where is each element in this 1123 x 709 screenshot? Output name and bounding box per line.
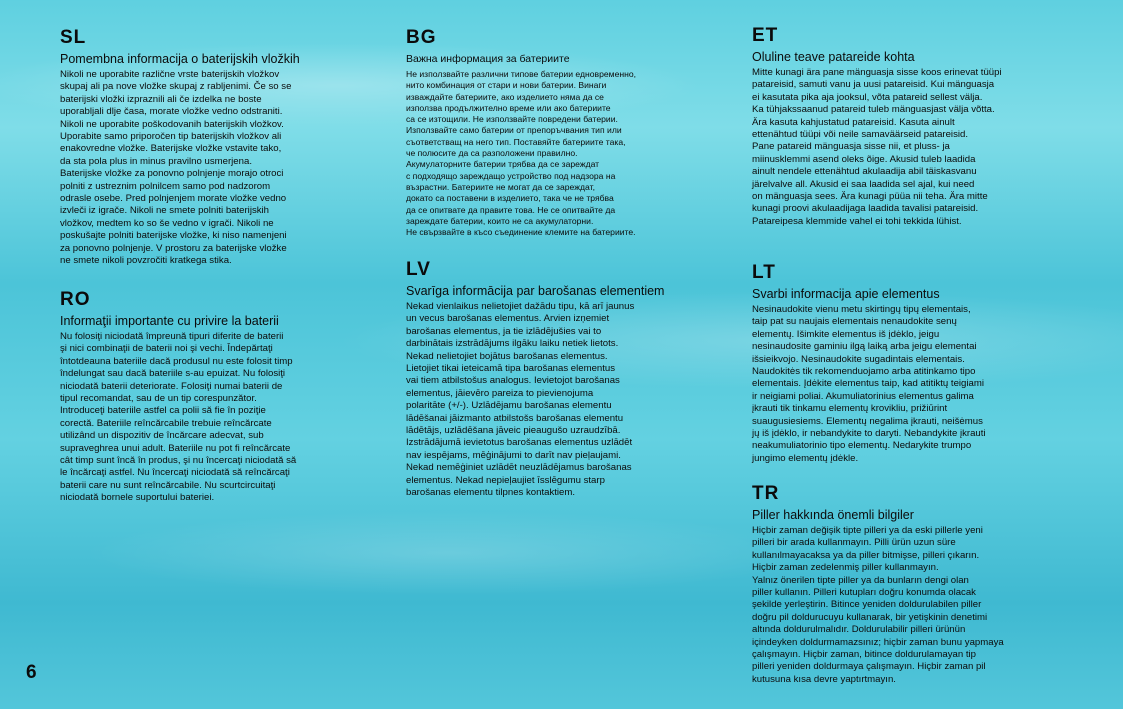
section-heading: Oluline teave patareide kohta <box>752 50 915 64</box>
section-code: BG <box>406 27 437 48</box>
section-body: Не използвайте различни типове батерии едновременно, нито комбинация от стари и нови батерии. Винаги изваждайте батериите, ако изделието няма да се използва продължително време или ако батериите са се изтощили. Не използвайте повредени батерии. Използвайте само батерии от препоръчвания тип или съответстващ на него тип. Поставяйте батериите така, че полюсите да са разположени правилно. Акумулаторните батерии трябва да се зареждат с подходящо зареждащо устройство под надзора на възрастни. Батериите не могат да се зареждат, докато са поставени в изделието, така че не трябва да се опитвате да правите това. Не се опитвайте да зареждате батерии, които не са акумулаторни. Не свързвайте в късо съединение клемите на батериите. <box>406 69 637 238</box>
section-code: TR <box>752 483 780 504</box>
section-code: ET <box>752 25 779 46</box>
section-tr <box>752 483 1092 686</box>
section-heading: Svarbi informacija apie elementus <box>752 287 940 301</box>
section-heading: Svarīga informācija par barošanas elementiem <box>406 284 665 298</box>
section-body: Mitte kunagi ära pane mänguasja sisse koos erinevat tüüpi patareisid, samuti vanu ja uusi patareisid. Kui mänguasja ei kasutata pika aja jooksul, võta patareid sellest välja. Ka tühjakssaanud patareid tuleb mänguasjast välja võtta. Ära kasuta kahjustatud patareisid. Kasuta ainult ettenähtud tüüpi või neile samaväärseid patareisid. Pane patareid mänguasja sisse nii, et pluss- ja miinusklemmi asend oleks õige. Akusid tuleb laadida ainult nendele ettenähtud akulaadija abil täiskasvanu järelvalve all. Akusid ei saa laadida sel ajal, kui need on mänguasja sees. Ära kunagi püüa nii teha. Ära mitte kunagi proovi akulaadijaga laadida tavalisi patareisid. Patareipesa klemmide vahel ei tohi tekkida lühist. <box>752 67 1002 227</box>
section-body: Nekad vienlaikus nelietojiet dažādu tipu, kā arī jaunus un vecus barošanas elementus. Arvien izņemiet barošanas elementus, ja tie izlādējušies vai to darbinātais izstrādājums ilgāku laiku netiek lietots. Nekad nelietojiet bojātus barošanas elementus. Lietojiet tikai ieteicamā tipa barošanas elementus vai tiem atbilstošus analogus. Ievietojot barošanas elementus, jāievēro pareiza to pievienojuma polaritāte (+/-). Uzlādējamu barošanas elementu lādēšanai jāizmanto atbilstošs barošanas elementu lādētājs, uzlādēšana jāveic pieaugušo uzraudzībā. Izstrādājumā ievietotus barošanas elementus uzlādēt nav iespējams, mēģinājumi to darīt nav pieļaujami. Nekad nemēģiniet uzlādēt neuzlādējamus barošanas elementus. Nekad nepieļaujiet īsslēgumu starp barošanas elementu tilpnes kontaktiem. <box>406 301 635 499</box>
section-code: LV <box>406 259 431 280</box>
section-et <box>752 25 1092 228</box>
section-code: LT <box>752 262 776 283</box>
section-lt <box>752 262 1092 465</box>
section-heading: Pomembna informacija o baterijskih vložkih <box>60 52 300 66</box>
section-heading: Informaţii importante cu privire la baterii <box>60 314 279 328</box>
page-number: 6 <box>26 662 37 683</box>
section-code: RO <box>60 289 91 310</box>
section-heading: Важна информация за батериите <box>406 53 570 65</box>
section-body: Hiçbir zaman değişik tipte pilleri ya da eski pillerle yeni pilleri bir arada kullanmayın. Pilli ürün uzun süre kullanılmayacaksa ya da piller bitmişse, pilleri çıkarın. Hiçbir zaman zedelenmiş piller kullanmayın. Yalnız önerilen tipte piller ya da bunların dengi olan piller kullanın. Pilleri kutupları doğru konumda olacak şekilde yerleştirin. Bitince yeniden doldurulabilen piller doğru pil doldurucuyu kullanarak, bir yetişkinin denetimi altında doldurulmalıdır. Doldurulabilir pilleri ürünün içindeyken doldurmamazsınız; hiçbir zaman bunu yapmaya çalışmayın. Hiçbir zaman, bitince doldurulamayan tip pilleri yeniden doldurmaya çalışmayın. Hiçbir zaman pil kutusuna kısa devre yaptırtmayın. <box>752 525 1004 685</box>
section-sl <box>60 27 360 268</box>
section-body: Nikoli ne uporabite različne vrste baterijskih vložkov skupaj ali pa nove vložke skupaj z rabljenimi. Če so se baterijski vložki izpraznili ali če izdelka ne boste uporabljali dlje časa, morate vložke vedno odstraniti. Nikoli ne uporabite poškodovanih baterijskih vložkov. Uporabite samo priporočen tip baterijskih vložkov ali enakovredne vložke. Baterijske vložke vstavite tako, da sta pola plus in minus pravilno usmerjena. Baterijske vložke za ponovno polnjenje morajo otroci polniti z ustreznim polnilcem samo pod nadzorom odrasle osebe. Pred polnjenjem morate vložke vedno izvleči iz igrače. Nikoli ne smete polniti baterijskih vložkov, medtem ko so še vedno v igrači. Nikoli ne poskušajte polniti baterijske vložke, ki niso namenjeni za ponovno polnjenje. V prostoru za baterijske vložke ne smete nikoli povzročiti kratkega stika. <box>60 69 292 267</box>
section-bg <box>406 27 736 238</box>
section-lv <box>406 259 736 500</box>
section-body: Nesinaudokite vienu metu skirtingų tipų elementais, taip pat su naujais elementais nenaudokite senų elementų. Išimkite elementus iš įdėklo, jeigu nesinaudosite gaminiu ilgą laiką arba jeigu elementai išsieikvojo. Nesinaudokite sugadintais elementais. Naudokitės tik rekomenduojamo arba atitinkamo tipo elementais. Įdėkite elementus taip, kad atitiktų teigiami ir neigiami poliai. Akumuliatorinius elementus galima įkrauti tik tinkamu elementų krovikliu, prižiūrint suaugusiesiems. Elementų negalima įkrauti, neišėmus jų iš įdėklo, ir nebandykite to daryti. Nebandykite įkrauti neakumuliatorinio tipo elementų. Nedarykite trumpo jungimo elementų įdėkle. <box>752 304 986 464</box>
section-heading: Piller hakkında önemli bilgiler <box>752 508 914 522</box>
section-ro <box>60 289 360 505</box>
section-body: Nu folosiţi niciodată împreună tipuri diferite de baterii şi nici combinaţii de baterii noi şi vechi. Îndepărtaţi întotdeauna bateriile dacă produsul nu este folosit timp îndelungat sau dacă bateriile s-au epuizat. Nu folosiţi niciodată baterii deteriorate. Folosiţi numai baterii de tipul recomandat, sau de un tip corespunzător. Introduceţi bateriile astfel ca polii să fie în poziţie corectă. Bateriile reîncărcabile trebuie reîncărcate utilizând un dispozitiv de încărcare adecvat, sub supraveghrea unui adult. Bateriile nu pot fi reîncărcate cât timp sunt încă în produs, şi nu încercaţi niciodată să le încărcaţi astfel. Nu încercaţi niciodată să reîncărcaţi baterii care nu sunt reîncărcabile. Nu scurtcircuitaţi niciodată bornele suportului bateriei. <box>60 331 297 504</box>
section-code: SL <box>60 27 87 48</box>
